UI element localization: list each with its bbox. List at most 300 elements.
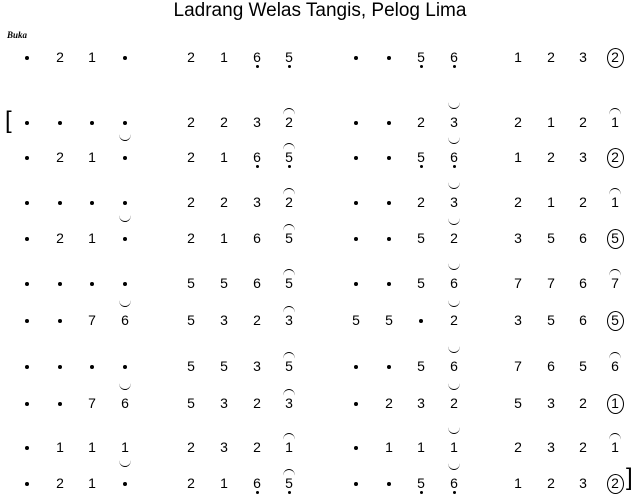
note-number: 6 (253, 149, 261, 165)
note-number: 2 (611, 49, 619, 65)
note-number: 5 (579, 358, 587, 374)
note-number: 5 (514, 395, 522, 411)
note-cell (213, 471, 235, 495)
page-title: Ladrang Welas Tangis, Pelog Lima (173, 0, 467, 21)
kempul-arc-mark (119, 300, 131, 307)
note-cell (246, 391, 268, 415)
note-cell (507, 226, 529, 250)
note-cell (540, 145, 562, 169)
note-cell (180, 271, 202, 295)
note-cell (180, 435, 202, 459)
note-number: 1 (285, 439, 293, 455)
note-number: 3 (285, 395, 293, 411)
note-cell (180, 354, 202, 378)
note-cell (213, 45, 235, 69)
kempul-arc-mark (448, 427, 460, 434)
kenong-arc-mark (283, 188, 295, 195)
note-cell (410, 190, 432, 214)
rest-dot (114, 226, 136, 250)
note-cell (246, 308, 268, 332)
note-cell (49, 145, 71, 169)
note-number: 7 (547, 275, 555, 291)
rest-dot (114, 145, 136, 169)
note-cell (246, 226, 268, 250)
rest-dot-mark (387, 237, 391, 241)
note-cell (410, 226, 432, 250)
note-number: 5 (417, 358, 425, 374)
rest-dot-mark (25, 121, 29, 125)
note-number: 3 (220, 312, 228, 328)
note-cell (604, 271, 626, 295)
rest-dot-mark (387, 282, 391, 286)
kenong-arc-mark (609, 188, 621, 195)
note-number: 2 (514, 114, 522, 130)
rest-dot-mark (354, 56, 358, 60)
note-cell (410, 391, 432, 415)
rest-dot-mark (123, 482, 127, 486)
rest-dot (49, 110, 71, 134)
note-number: 2 (417, 194, 425, 210)
note-cell (572, 45, 594, 69)
note-number: 1 (88, 230, 96, 246)
rest-dot-mark (123, 121, 127, 125)
note-number: 1 (547, 114, 555, 130)
rest-dot (16, 308, 38, 332)
note-cell (540, 435, 562, 459)
note-number: 7 (514, 275, 522, 291)
note-number: 2 (253, 395, 261, 411)
note-cell (572, 391, 594, 415)
rest-dot-mark (90, 365, 94, 369)
note-cell (278, 308, 300, 332)
note-cell (507, 110, 529, 134)
note-number: 5 (547, 230, 555, 246)
note-number: 5 (285, 149, 293, 165)
note-number: 3 (579, 475, 587, 491)
kenong-arc-mark (283, 108, 295, 115)
note-number: 3 (547, 395, 555, 411)
note-number: 6 (579, 312, 587, 328)
note-number: 1 (88, 49, 96, 65)
note-cell (443, 271, 465, 295)
rest-dot (16, 145, 38, 169)
rest-dot (49, 271, 71, 295)
repeat-open-bracket: [ (5, 107, 12, 134)
rest-dot-mark (387, 121, 391, 125)
note-number: 5 (220, 358, 228, 374)
note-number: 2 (417, 114, 425, 130)
rest-dot (16, 471, 38, 495)
note-cell (180, 391, 202, 415)
note-number: 2 (450, 312, 458, 328)
note-cell (213, 226, 235, 250)
rest-dot (81, 190, 103, 214)
note-cell (507, 190, 529, 214)
gong-circle-mark (607, 148, 624, 168)
rest-dot-mark (354, 282, 358, 286)
note-cell (180, 110, 202, 134)
note-number: 6 (450, 475, 458, 491)
rest-dot (378, 45, 400, 69)
note-number: 5 (417, 475, 425, 491)
rest-dot-mark (354, 156, 358, 160)
rest-dot-mark (123, 365, 127, 369)
low-octave-dot (453, 491, 456, 494)
note-number: 1 (220, 149, 228, 165)
note-cell (540, 271, 562, 295)
low-octave-dot (420, 165, 423, 168)
note-cell (572, 110, 594, 134)
low-octave-dot (288, 491, 291, 494)
note-number: 2 (450, 230, 458, 246)
kempul-arc-mark (119, 460, 131, 467)
note-cell (410, 471, 432, 495)
note-number: 2 (187, 49, 195, 65)
note-number: 1 (450, 439, 458, 455)
rest-dot (378, 145, 400, 169)
note-number: 5 (187, 275, 195, 291)
note-number: 3 (514, 230, 522, 246)
note-number: 2 (611, 149, 619, 165)
note-cell (604, 435, 626, 459)
note-number: 7 (611, 275, 619, 291)
note-cell (81, 45, 103, 69)
rest-dot (114, 271, 136, 295)
rest-dot-mark (123, 56, 127, 60)
note-cell (81, 391, 103, 415)
note-cell (345, 308, 367, 332)
low-octave-dot (288, 165, 291, 168)
note-cell (81, 145, 103, 169)
note-number: 6 (253, 275, 261, 291)
note-number: 1 (417, 439, 425, 455)
note-cell (246, 435, 268, 459)
note-cell (114, 435, 136, 459)
note-cell (278, 110, 300, 134)
rest-dot (378, 190, 400, 214)
note-number: 6 (611, 358, 619, 374)
note-cell (213, 435, 235, 459)
rest-dot (345, 110, 367, 134)
note-cell (213, 190, 235, 214)
note-number: 3 (579, 149, 587, 165)
note-number: 3 (220, 395, 228, 411)
note-number: 1 (611, 114, 619, 130)
note-cell (540, 226, 562, 250)
note-number: 2 (187, 114, 195, 130)
note-cell (246, 471, 268, 495)
kenong-arc-mark (609, 352, 621, 359)
note-cell (246, 145, 268, 169)
note-cell (507, 435, 529, 459)
rest-dot (16, 45, 38, 69)
note-number: 2 (514, 194, 522, 210)
rest-dot-mark (90, 121, 94, 125)
note-cell (604, 354, 626, 378)
kempul-arc-mark (448, 383, 460, 390)
note-number: 5 (187, 312, 195, 328)
note-cell (443, 308, 465, 332)
note-number: 5 (285, 49, 293, 65)
rest-dot-mark (123, 156, 127, 160)
rest-dot (378, 226, 400, 250)
kempul-arc-mark (448, 218, 460, 225)
rest-dot-mark (58, 282, 62, 286)
gong-circle-mark (607, 394, 624, 414)
note-number: 2 (187, 475, 195, 491)
rest-dot-mark (58, 121, 62, 125)
note-number: 6 (579, 230, 587, 246)
note-number: 5 (220, 275, 228, 291)
note-cell (278, 435, 300, 459)
note-cell (49, 435, 71, 459)
rest-dot (16, 226, 38, 250)
kempul-arc-mark (448, 102, 460, 109)
note-cell (180, 190, 202, 214)
gong-circle-mark (607, 311, 624, 331)
note-cell (604, 45, 626, 69)
rest-dot (378, 354, 400, 378)
note-number: 1 (220, 475, 228, 491)
note-cell (604, 190, 626, 214)
note-cell (278, 354, 300, 378)
note-number: 2 (547, 49, 555, 65)
note-cell (410, 354, 432, 378)
note-number: 7 (88, 395, 96, 411)
note-cell (410, 110, 432, 134)
note-cell (507, 471, 529, 495)
note-cell (81, 226, 103, 250)
gong-circle-mark (607, 229, 624, 249)
note-cell (410, 145, 432, 169)
note-cell (604, 226, 626, 250)
rest-dot-mark (354, 402, 358, 406)
note-cell (81, 308, 103, 332)
note-cell (246, 45, 268, 69)
note-number: 3 (547, 439, 555, 455)
note-number: 1 (56, 439, 64, 455)
note-number: 6 (253, 230, 261, 246)
note-number: 1 (220, 230, 228, 246)
note-number: 5 (285, 230, 293, 246)
low-octave-dot (420, 65, 423, 68)
note-cell (443, 226, 465, 250)
note-number: 3 (450, 194, 458, 210)
note-number: 3 (253, 358, 261, 374)
note-number: 6 (121, 395, 129, 411)
rest-dot-mark (354, 482, 358, 486)
kenong-arc-mark (609, 108, 621, 115)
note-number: 1 (611, 439, 619, 455)
kenong-arc-mark (283, 306, 295, 313)
note-cell (507, 308, 529, 332)
kenong-arc-mark (283, 143, 295, 150)
buka-label: Buka (7, 30, 28, 40)
note-cell (278, 145, 300, 169)
note-number: 1 (514, 475, 522, 491)
note-cell (540, 190, 562, 214)
rest-dot (345, 226, 367, 250)
note-cell (443, 354, 465, 378)
note-cell (572, 471, 594, 495)
rest-dot (81, 271, 103, 295)
rest-dot-mark (25, 237, 29, 241)
rest-dot-mark (354, 237, 358, 241)
gong-circle-mark (607, 48, 624, 68)
note-number: 2 (56, 149, 64, 165)
rest-dot-mark (25, 201, 29, 205)
note-cell (410, 435, 432, 459)
note-number: 2 (285, 194, 293, 210)
note-cell (572, 435, 594, 459)
note-cell (378, 391, 400, 415)
low-octave-dot (453, 65, 456, 68)
rest-dot (16, 110, 38, 134)
note-cell (443, 435, 465, 459)
kenong-arc-mark (283, 269, 295, 276)
rest-dot-mark (25, 482, 29, 486)
note-number: 2 (579, 114, 587, 130)
rest-dot-mark (25, 319, 29, 323)
kenong-arc-mark (283, 352, 295, 359)
note-cell (540, 308, 562, 332)
note-number: 6 (547, 358, 555, 374)
low-octave-dot (453, 165, 456, 168)
rest-dot (114, 354, 136, 378)
note-number: 1 (121, 439, 129, 455)
note-cell (443, 391, 465, 415)
rest-dot-mark (387, 365, 391, 369)
kempul-arc-mark (448, 300, 460, 307)
kenong-arc-mark (283, 224, 295, 231)
note-number: 2 (187, 149, 195, 165)
rest-dot (49, 190, 71, 214)
note-number: 2 (253, 439, 261, 455)
note-number: 5 (547, 312, 555, 328)
note-cell (443, 45, 465, 69)
rest-dot-mark (58, 319, 62, 323)
kempul-arc-mark (448, 182, 460, 189)
rest-dot-mark (25, 402, 29, 406)
note-cell (572, 145, 594, 169)
note-number: 7 (88, 312, 96, 328)
note-number: 3 (220, 439, 228, 455)
note-number: 1 (88, 149, 96, 165)
rest-dot-mark (123, 282, 127, 286)
note-cell (507, 45, 529, 69)
note-cell (604, 391, 626, 415)
kempul-arc-mark (448, 346, 460, 353)
note-number: 5 (285, 475, 293, 491)
rest-dot (345, 271, 367, 295)
note-number: 2 (547, 475, 555, 491)
rest-dot-mark (58, 402, 62, 406)
note-cell (49, 226, 71, 250)
rest-dot (345, 435, 367, 459)
note-number: 2 (56, 475, 64, 491)
note-cell (443, 190, 465, 214)
kempul-arc-mark (119, 134, 131, 141)
low-octave-dot (256, 65, 259, 68)
note-number: 1 (88, 439, 96, 455)
note-number: 1 (514, 149, 522, 165)
note-cell (278, 391, 300, 415)
note-number: 6 (450, 358, 458, 374)
rest-dot (345, 354, 367, 378)
rest-dot (378, 471, 400, 495)
kempul-arc-mark (448, 137, 460, 144)
rest-dot-mark (387, 201, 391, 205)
note-cell (443, 145, 465, 169)
rest-dot (16, 271, 38, 295)
note-cell (213, 391, 235, 415)
note-cell (540, 471, 562, 495)
note-number: 2 (56, 49, 64, 65)
note-cell (180, 471, 202, 495)
note-cell (213, 110, 235, 134)
note-number: 2 (579, 194, 587, 210)
rest-dot (49, 391, 71, 415)
note-number: 2 (253, 312, 261, 328)
note-number: 2 (385, 395, 393, 411)
rest-dot-mark (25, 365, 29, 369)
note-cell (572, 271, 594, 295)
note-cell (443, 110, 465, 134)
note-cell (378, 308, 400, 332)
note-number: 2 (514, 439, 522, 455)
note-number: 2 (579, 439, 587, 455)
rest-dot-mark (354, 365, 358, 369)
note-cell (604, 145, 626, 169)
note-cell (443, 471, 465, 495)
rest-dot-mark (90, 282, 94, 286)
note-cell (114, 391, 136, 415)
note-number: 2 (220, 114, 228, 130)
note-number: 3 (450, 114, 458, 130)
note-cell (180, 226, 202, 250)
rest-dot (114, 45, 136, 69)
rest-dot (345, 391, 367, 415)
note-cell (114, 308, 136, 332)
note-number: 5 (417, 149, 425, 165)
note-number: 6 (450, 275, 458, 291)
rest-dot-mark (25, 446, 29, 450)
note-number: 5 (417, 230, 425, 246)
rest-dot (81, 354, 103, 378)
note-number: 2 (611, 475, 619, 491)
note-cell (246, 190, 268, 214)
kenong-arc-mark (283, 433, 295, 440)
rest-dot-mark (25, 56, 29, 60)
rest-dot (16, 354, 38, 378)
kempul-arc-mark (448, 463, 460, 470)
rest-dot-mark (354, 446, 358, 450)
note-cell (278, 271, 300, 295)
note-number: 1 (220, 49, 228, 65)
note-cell (278, 471, 300, 495)
note-number: 3 (579, 49, 587, 65)
note-cell (572, 308, 594, 332)
note-cell (246, 271, 268, 295)
note-cell (213, 354, 235, 378)
gong-circle-mark (607, 474, 624, 494)
rest-dot-mark (354, 201, 358, 205)
note-cell (410, 271, 432, 295)
note-cell (180, 45, 202, 69)
note-cell (604, 471, 626, 495)
note-number: 3 (285, 312, 293, 328)
kempul-arc-mark (119, 215, 131, 222)
